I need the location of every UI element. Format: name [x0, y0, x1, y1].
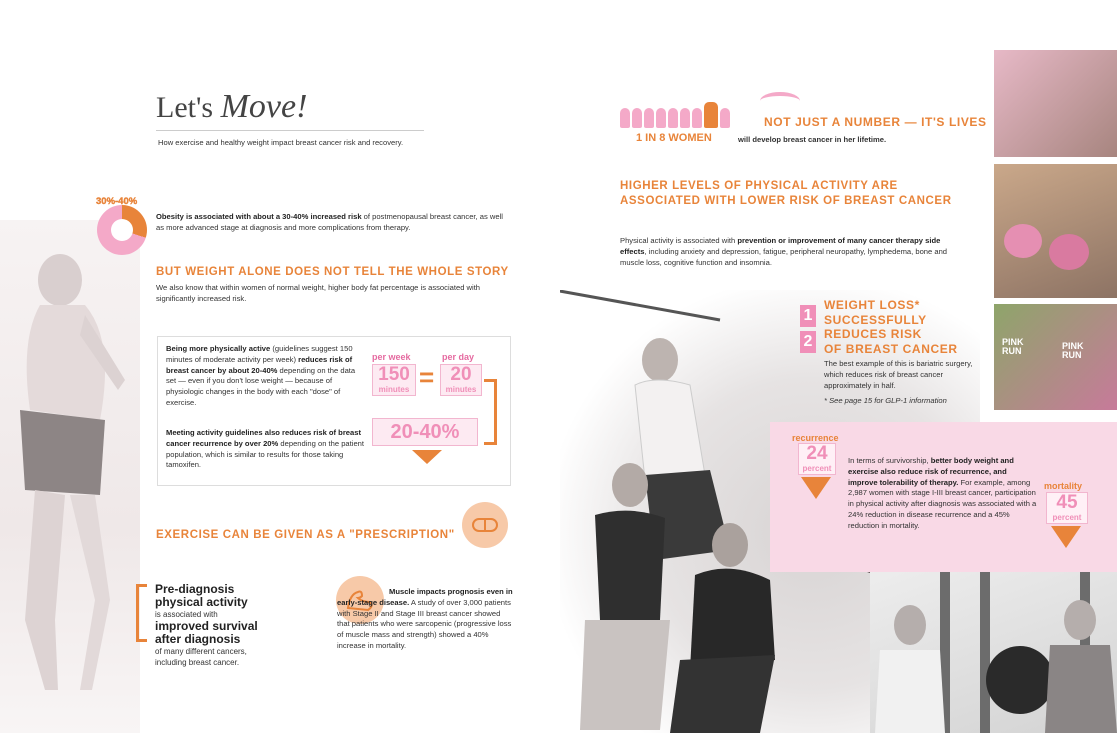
weight-story-body: We also know that within women of normal weight, higher body fat percentage is associated with significantly increased risk.: [156, 283, 481, 303]
bracket-arrow: [484, 379, 497, 445]
per-week-value: 150: [378, 364, 410, 385]
weight-loss-heading: [824, 298, 958, 356]
mortality-label: mortality: [1044, 481, 1083, 491]
lives-heading: NOT JUST A NUMBER — IT'S LIVES: [764, 115, 987, 129]
per-day-value: 20: [450, 364, 472, 385]
woman-icon: [644, 108, 654, 128]
prediagnosis-bold2: improved survival after diagnosis: [155, 619, 258, 646]
woman-icon: [680, 108, 690, 128]
recurrence-unit: percent: [802, 464, 832, 473]
page-subtitle: How exercise and healthy weight impact breast cancer risk and recovery.: [158, 138, 404, 147]
woman-icon: [668, 108, 678, 128]
prediagnosis-block: [155, 583, 275, 668]
muscle-rest: A study of over 3,000 patients with Stage II and Stage III breast cancer showed that patients who were sarcopenic (progressive loss of muscle mass and strength) showed a 40% increase in mortality.: [337, 597, 512, 650]
physical-activity-heading-line1: HIGHER LEVELS OF PHYSICAL ACTIVITY ARE: [620, 180, 898, 192]
pink-run-photo: [994, 304, 1117, 410]
pa-body-b: , including anxiety and depression, fatigue, peripheral neuropathy, lymphedema, bone and muscle loss, cognitive function and insomnia.: [620, 246, 948, 267]
mortality-unit: percent: [1052, 513, 1082, 522]
woman-icon: [632, 108, 642, 128]
highlighted-woman-icon: [704, 102, 718, 128]
one-in-eight-stat: 1 IN 8 WOMEN: [636, 132, 712, 144]
woman-icon: [656, 108, 666, 128]
pa-body-bold: prevention or improvement of many cancer therapy side effects: [620, 236, 941, 256]
per-week-box: [372, 364, 416, 396]
boxing-glove-icon: [1049, 234, 1089, 270]
activity-p2-bold: Meeting activity guidelines also reduces risk of breast cancer recurrence by over 20%: [166, 428, 361, 448]
per-day-unit: minutes: [445, 385, 477, 394]
muscle-text: [337, 587, 515, 652]
per-week-unit: minutes: [378, 385, 410, 394]
activity-p1-b: depending on the data set — even if you don't lose weight — because of physiologic changes in the body with each "dose" of exercise.: [166, 365, 356, 407]
obesity-text: [156, 212, 508, 234]
obesity-range-label: 30%-40%: [96, 196, 138, 207]
prediagnosis-rest: of many different cancers, including breast cancer.: [155, 647, 247, 667]
title-prefix: Let's: [156, 91, 214, 124]
pill-icon: [462, 502, 508, 548]
recurrence-box: [798, 443, 836, 475]
per-day-box: [440, 364, 482, 396]
equals-sign: =: [419, 362, 435, 392]
prescription-heading: EXERCISE CAN BE GIVEN AS A "PRESCRIPTION": [156, 529, 455, 541]
per-week-label: per week: [372, 352, 411, 362]
activity-p1-bold2: reduces risk of breast cancer by about 20-40%: [166, 354, 353, 375]
one-in-eight-rest: will develop breast cancer in her lifetime.: [738, 135, 887, 144]
woman-icon: [692, 108, 702, 128]
woman-icon: [720, 108, 730, 128]
activity-p2-rest: depending on the patient population, which is similar to results for those taking tamoxifen.: [166, 438, 365, 470]
per-day-label: per day: [442, 352, 475, 362]
down-arrow-icon: [412, 450, 442, 464]
women-icons: [620, 102, 732, 133]
weight-loss-note: * See page 15 for GLP-1 information: [824, 396, 947, 405]
activity-p1-a: (guidelines suggest 150 minutes of moderate activity per week): [166, 344, 353, 364]
muscle-bold: Muscle impacts prognosis even in early-stage disease.: [337, 587, 513, 607]
pa-body-a: Physical activity is associated with: [620, 236, 738, 245]
activity-paragraph-1: [166, 344, 366, 409]
crowd-exercise-photo: [994, 50, 1117, 157]
obesity-donut-chart: [97, 205, 147, 255]
run-sign-text-2: PINK RUN: [1062, 341, 1084, 360]
wl-heading-2: SUCCESSFULLY: [824, 312, 927, 327]
physical-activity-heading-line2: ASSOCIATED WITH LOWER RISK OF BREAST CANCER: [620, 195, 952, 207]
page-title: [156, 88, 307, 126]
gym-photo: [870, 570, 1117, 733]
survivorship-body: [848, 456, 1038, 532]
surv-body-bold: better body weight and exercise also reduce risk of recurrence, and improve tolerability of therapy.: [848, 456, 1014, 487]
number-badge-1: 1: [800, 305, 816, 327]
recurrence-value: 24: [806, 443, 828, 464]
title-emphasis: Move!: [220, 88, 308, 125]
surv-body-a: In terms of survivorship,: [848, 456, 931, 465]
recurrence-label: recurrence: [792, 433, 839, 443]
mortality-value: 45: [1056, 492, 1078, 513]
activity-paragraph-2: [166, 428, 366, 471]
run-sign-text-1: PINK RUN: [1002, 337, 1024, 356]
risk-reduction-range: 20-40%: [372, 418, 478, 446]
physical-activity-heading: [620, 179, 952, 209]
boxing-glove-icon: [1004, 224, 1042, 258]
obesity-text-rest: of postmenopausal breast cancer, as well as more advanced stage at diagnosis and more complications from therapy.: [156, 212, 503, 232]
title-divider: [156, 130, 424, 131]
mortality-box: [1046, 492, 1088, 524]
activity-p1-bold: Being more physically active: [166, 344, 271, 353]
weight-loss-body: The best example of this is bariatric surgery, which reduces risk of breast cancer approximately in half.: [824, 359, 973, 390]
wl-heading-1: WEIGHT LOSS*: [824, 298, 920, 312]
wl-heading-3: REDUCES RISK: [824, 327, 922, 341]
prediagnosis-mid: is associated with: [155, 610, 218, 619]
woman-icon: [620, 108, 630, 128]
obesity-text-bold: Obesity is associated with about a 30-40% increased risk: [156, 212, 362, 221]
physical-activity-body: [620, 236, 960, 268]
number-badge-2: 2: [800, 331, 816, 353]
weight-story-heading: BUT WEIGHT ALONE DOES NOT TELL THE WHOLE STORY: [156, 266, 509, 278]
surv-body-b: For example, among 2,987 women with stage I-III breast cancer, participation in physical activity after diagnosis was associated with a 24% reduction in disease recurrence and a 45% reduction in mortality.: [848, 477, 1037, 530]
runner-photo: [0, 220, 140, 733]
recurrence-down-arrow-icon: [801, 477, 831, 499]
prediagnosis-bold1: Pre-diagnosis physical activity: [155, 582, 248, 609]
wl-heading-4: OF BREAST CANCER: [824, 341, 958, 356]
prediagnosis-bracket: [136, 584, 147, 642]
boxing-photo: [994, 164, 1117, 298]
mortality-down-arrow-icon: [1051, 526, 1081, 548]
curved-arrow-icon: [760, 92, 800, 110]
